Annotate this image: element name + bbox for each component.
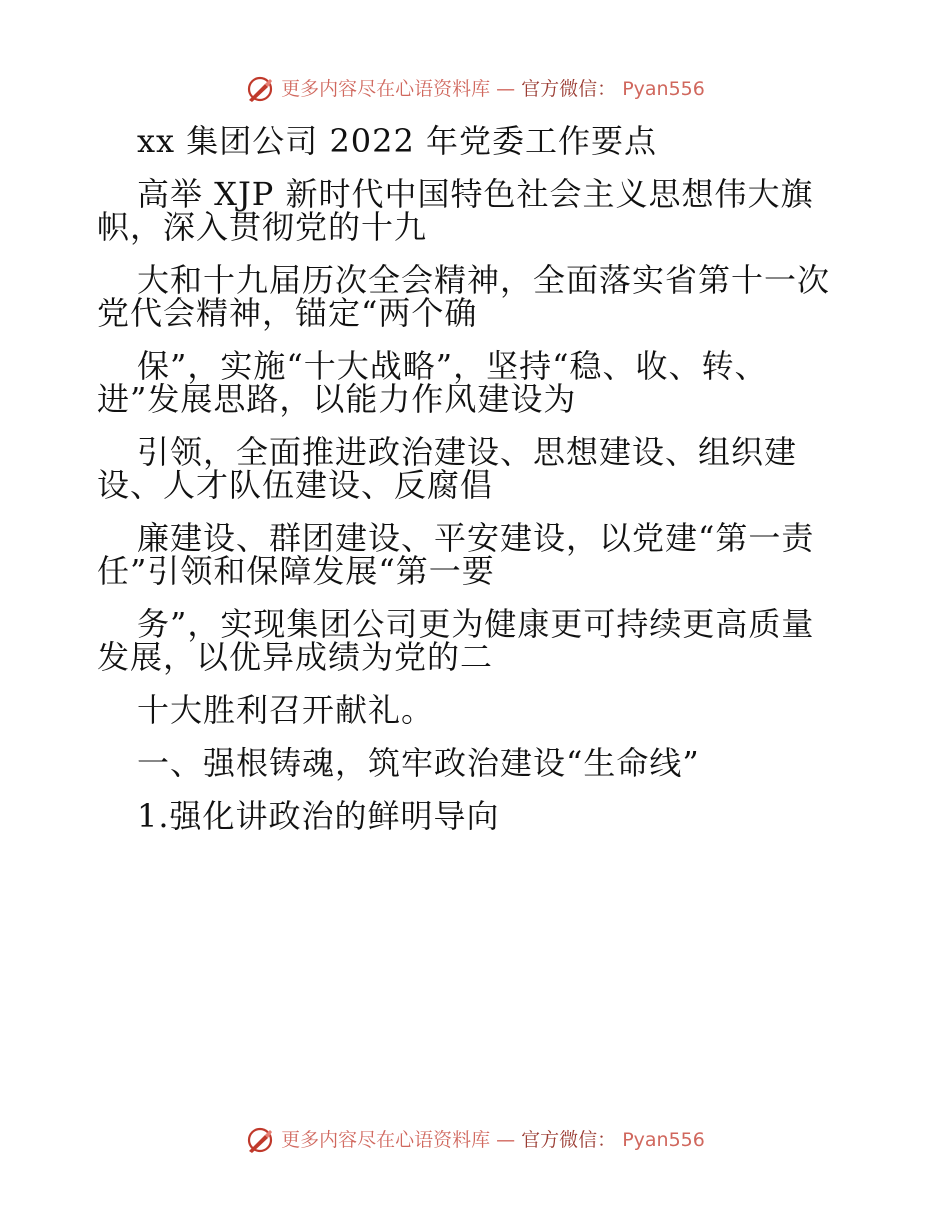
footer-watermark [0,1125,950,1155]
watermark-label: 官方微信： [521,78,617,100]
paragraph-line: 党代会精神，锚定“两个确 [97,294,478,332]
paragraph-line: 保”，实施“十大战略”，坚持“稳、收、转、 [137,347,768,385]
paragraph-line: 发展，以优异成绩为党的二 [97,638,494,676]
watermark-text: 更多内容尽在心语资料库 [281,1129,491,1151]
watermark-text: 更多内容尽在心语资料库 [281,78,491,100]
section-heading: 一、强根铸魂，筑牢政治建设“生命线” [137,744,700,782]
watermark-dash: — [496,78,516,100]
watermark-id: Pyan556 [622,78,705,100]
paragraph-line: 十大胜利召开献礼。 [137,691,435,729]
watermark-id: Pyan556 [622,1129,705,1151]
paragraph-line: 大和十九届历次全会精神，全面落实省第十一次 [137,261,831,299]
paragraph-line: 引领，全面推进政治建设、思想建设、组织建 [137,433,798,471]
pen-logo-icon [245,74,275,104]
document-body [97,122,857,835]
paragraph-line: 廉建设、群团建设、平安建设，以党建“第一责 [137,519,815,557]
paragraph-line: 进”发展思路，以能力作风建设为 [97,380,577,418]
subsection-heading: 1.强化讲政治的鲜明导向 [137,797,500,835]
watermark-dash: — [496,1129,516,1151]
paragraph-line: 设、人才队伍建设、反腐倡 [97,466,494,504]
document-title: xx 集团公司 2022 年党委工作要点 [137,122,658,160]
paragraph-line: 任”引领和保障发展“第一要 [97,552,495,590]
paragraph-line: 帜，深入贯彻党的十九 [97,208,428,246]
pen-logo-icon [245,1125,275,1155]
paragraph-line: 高举 XJP 新时代中国特色社会主义思想伟大旗 [137,175,814,213]
watermark-label: 官方微信： [521,1129,617,1151]
paragraph-line: 务”，实现集团公司更为健康更可持续更高质量 [137,605,815,643]
header-watermark [0,74,950,104]
